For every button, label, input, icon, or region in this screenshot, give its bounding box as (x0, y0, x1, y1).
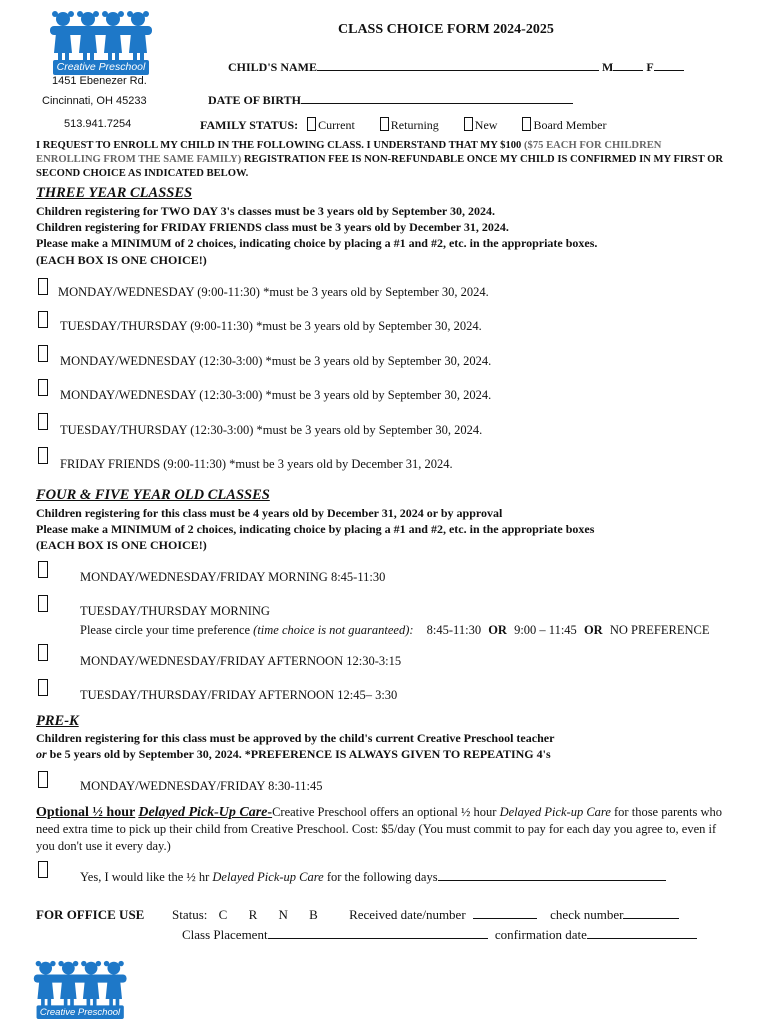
three-year-option-2-checkbox[interactable] (38, 311, 48, 328)
time-preference-row (80, 623, 709, 638)
check-number-label: check number (550, 907, 624, 922)
optional-paragraph (36, 804, 730, 855)
four-five-option-3-checkbox[interactable] (38, 644, 48, 661)
prek-option-1: MONDAY/WEDNESDAY/FRIDAY 8:30-11:45 (80, 779, 323, 793)
four-five-option-2-checkbox[interactable] (38, 595, 48, 612)
form-title: CLASS CHOICE FORM 2024-2025 (338, 22, 554, 37)
three-year-option-6-checkbox[interactable] (38, 447, 48, 464)
childs-name-label: CHILD'S NAME (228, 60, 318, 74)
optional-title-dash: - (267, 805, 273, 820)
office-status-r: R (248, 907, 258, 922)
delayed-pickup-row (80, 870, 666, 885)
four-five-line2: Please make a MINIMUM of 2 choices, indicating choice by placing a #1 and #2, etc. in the appropriate boxes (36, 522, 595, 536)
received-field[interactable] (473, 918, 537, 919)
address-line2: Cincinnati, OH 45233 (42, 95, 147, 107)
prek-option-1-checkbox[interactable] (38, 771, 48, 788)
placement-field[interactable] (268, 938, 488, 939)
office-use-label: FOR OFFICE USE (36, 907, 145, 922)
prek-or: or (36, 747, 47, 761)
logo-top (48, 8, 158, 76)
or-label-1: OR (488, 623, 507, 637)
delayed-pickup-checkbox[interactable] (38, 861, 48, 878)
or-label-2: OR (583, 623, 603, 637)
four-five-title: FOUR & FIVE YEAR OLD CLASSES (36, 487, 270, 503)
three-year-title: THREE YEAR CLASSES (36, 185, 193, 201)
check-number-field[interactable] (623, 918, 679, 919)
three-year-option-2: TUESDAY/THURSDAY (9:00-11:30) *must be 3 years old by September 30, 2024. (60, 319, 482, 333)
three-year-option-5: TUESDAY/THURSDAY (12:30-3:00) *must be 3 years old by September 30, 2024. (60, 423, 483, 437)
time-choice-2[interactable]: 9:00 – 11:45 (514, 623, 577, 637)
time-choice-3[interactable]: NO PREFERENCE (609, 623, 710, 637)
prek-line1: Children registering for this class must be approved by the child's current Creative Preschool teacher (36, 731, 555, 745)
three-year-option-3: MONDAY/WEDNESDAY (12:30-3:00) *must be 3 years old by September 30, 2024. (60, 354, 492, 368)
yes-text-italic: Delayed Pick-up Care (212, 870, 324, 884)
time-choice-1[interactable]: 8:45-11:30 (426, 623, 482, 637)
status-returning-label: Returning (390, 118, 439, 132)
four-five-option-4-checkbox[interactable] (38, 679, 48, 696)
male-field[interactable] (613, 70, 643, 71)
female-field[interactable] (654, 70, 684, 71)
optional-text-a: Creative Preschool offers an optional ½ hour (272, 805, 497, 819)
three-year-line4: (EACH BOX IS ONE CHOICE!) (36, 253, 207, 267)
optional-title-a: Optional ½ hour (36, 805, 136, 820)
status-current-label: Current (318, 118, 355, 132)
three-year-option-1-checkbox[interactable] (38, 278, 48, 295)
status-current-checkbox[interactable] (307, 117, 316, 131)
family-status-label: FAMILY STATUS: (200, 118, 299, 132)
four-five-option-1: MONDAY/WEDNESDAY/FRIDAY MORNING 8:45-11:30 (80, 570, 386, 584)
four-five-line3: (EACH BOX IS ONE CHOICE!) (36, 538, 207, 552)
intro-paragraph (36, 139, 726, 181)
logo-bottom (32, 956, 132, 1022)
phone: 513.941.7254 (64, 118, 132, 130)
status-board-label: Board Member (533, 118, 607, 132)
yes-text-b: for the following days (326, 870, 438, 884)
dob-row (208, 93, 573, 108)
three-year-line2: Children registering for FRIDAY FRIENDS class must be 3 years old by December 31, 2024. (36, 220, 509, 234)
office-placement-row (182, 927, 697, 943)
dob-label: DATE OF BIRTH (208, 93, 301, 107)
three-year-option-4-checkbox[interactable] (38, 379, 48, 396)
three-year-option-3-checkbox[interactable] (38, 345, 48, 362)
optional-text-b: for those parents who need extra time to pick up their child from Creative Preschool. Cost: $5/day (You must commit to pay for each day you agree to, even if you don't use it every day.) (36, 805, 722, 853)
three-year-option-4: MONDAY/WEDNESDAY (12:30-3:00) *must be 3 years old by September 30, 2024. (60, 388, 492, 402)
time-pref-label: Please circle your time preference (80, 623, 251, 637)
dob-field[interactable] (301, 103, 573, 104)
status-board-checkbox[interactable] (522, 117, 531, 131)
four-five-option-4: TUESDAY/THURSDAY/FRIDAY AFTERNOON 12:45– 3:30 (80, 688, 398, 702)
office-status-n: N (278, 907, 288, 922)
female-label: F (646, 60, 654, 74)
address-line1: 1451 Ebenezer Rd. (52, 75, 147, 87)
optional-text-italic: Delayed Pick-up Care (499, 805, 611, 819)
intro-gray: ($75 EACH FOR CHILDREN ENROLLING FROM THE SAME FAMILY) (36, 140, 662, 165)
time-pref-note: (time choice is not guaranteed): (253, 623, 414, 637)
placement-label: Class Placement (182, 927, 268, 942)
received-label: Received date/number (349, 907, 466, 922)
status-returning-checkbox[interactable] (380, 117, 389, 131)
confirmation-field[interactable] (587, 938, 697, 939)
three-year-option-1: MONDAY/WEDNESDAY (9:00-11:30) *must be 3 years old by September 30, 2024. (58, 285, 489, 299)
three-year-line3: Please make a MINIMUM of 2 choices, indicating choice by placing a #1 and #2, etc. in the appropriate boxes. (36, 236, 598, 250)
office-status-b: B (309, 907, 318, 922)
childs-name-field[interactable] (317, 70, 599, 71)
family-status-row (200, 117, 606, 133)
yes-text-a: Yes, I would like the ½ hr (80, 870, 210, 884)
logo-bottom-name: Creative Preschool (39, 1007, 121, 1018)
optional-title-b: Delayed Pick-Up Care (138, 805, 268, 820)
days-field[interactable] (438, 880, 666, 881)
status-new-checkbox[interactable] (464, 117, 473, 131)
three-year-option-6: FRIDAY FRIENDS (9:00-11:30) *must be 3 years old by December 31, 2024. (60, 457, 453, 471)
office-status-c: C (218, 907, 228, 922)
four-five-option-2: TUESDAY/THURSDAY MORNING (80, 604, 270, 618)
intro-part1: I REQUEST TO ENROLL MY CHILD IN THE FOLLOWING CLASS. I UNDERSTAND THAT MY $100 (36, 140, 522, 151)
four-five-option-3: MONDAY/WEDNESDAY/FRIDAY AFTERNOON 12:30-3:15 (80, 654, 402, 668)
intro-part2: REGISTRATION FEE IS NON-REFUNDABLE ONCE MY CHILD IS CONFIRMED IN MY FIRST OR SECOND CHOICE AS INDICATED BELOW. (36, 154, 724, 179)
three-year-option-5-checkbox[interactable] (38, 413, 48, 430)
four-five-line1: Children registering for this class must be 4 years old by December 31, 2024 or by approval (36, 506, 503, 520)
logo-name: Creative Preschool (56, 61, 146, 73)
three-year-line1: Children registering for TWO DAY 3's classes must be 3 years old by September 30, 2024. (36, 204, 496, 218)
prek-title: PRE-K (36, 713, 79, 729)
prek-line2 (36, 747, 551, 762)
prek-line2-rest: be 5 years old by September 30, 2024. *PREFERENCE IS ALWAYS GIVEN TO REPEATING 4's (49, 747, 551, 761)
status-new-label: New (474, 118, 498, 132)
office-status-row (172, 907, 679, 923)
male-label: M (602, 60, 614, 74)
confirmation-label: confirmation date (494, 927, 587, 942)
childs-name-row (228, 60, 684, 75)
office-status-label: Status: (172, 907, 208, 922)
four-five-option-1-checkbox[interactable] (38, 561, 48, 578)
